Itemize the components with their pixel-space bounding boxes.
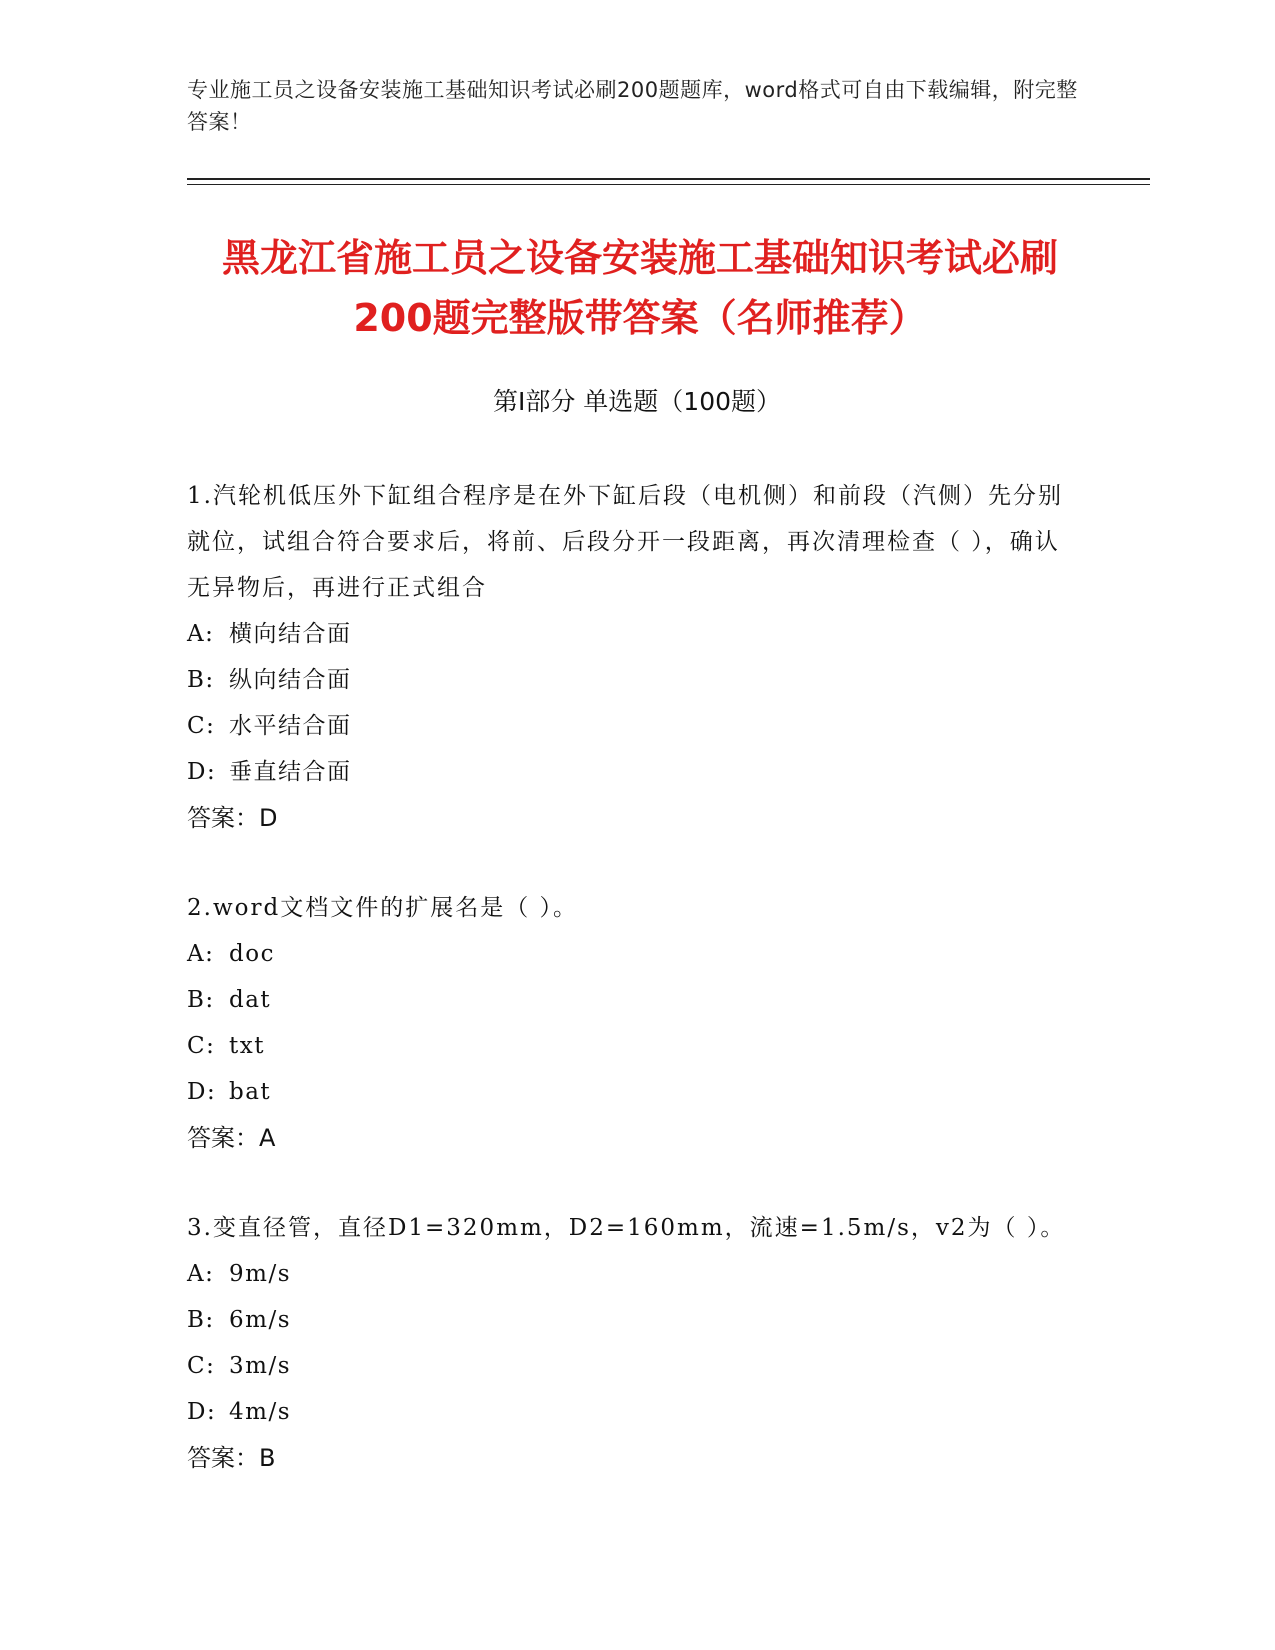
option-c	[187, 1343, 1067, 1389]
option-letter: D:	[187, 1399, 217, 1425]
option-letter: A:	[187, 941, 215, 967]
option-b	[187, 1297, 1067, 1343]
option-text: doc	[229, 941, 275, 967]
option-letter: C:	[187, 713, 216, 739]
option-text: txt	[229, 1033, 265, 1059]
option-a	[187, 1251, 1067, 1297]
answer: 答案：D	[187, 804, 278, 832]
option-letter: D:	[187, 759, 217, 785]
question-1	[187, 473, 1067, 841]
option-letter: C:	[187, 1353, 216, 1379]
option-text: 水平结合面	[229, 713, 352, 739]
option-d	[187, 1069, 1067, 1115]
option-letter: A:	[187, 621, 215, 647]
section-title: 第I部分 单选题（100题）	[492, 387, 782, 416]
option-letter: C:	[187, 1033, 216, 1059]
option-d	[187, 1389, 1067, 1435]
header-rule-thick	[187, 178, 1150, 180]
document-title: 黑龙江省施工员之设备安装施工基础知识考试必刷200题完整版带答案（名师推荐）	[221, 236, 1058, 340]
option-d	[187, 749, 1067, 795]
option-a	[187, 931, 1067, 977]
option-letter: B:	[187, 667, 215, 693]
question-2	[187, 885, 1067, 1161]
option-b	[187, 657, 1067, 703]
question-stem: 1.汽轮机低压外下缸组合程序是在外下缸后段（电机侧）和前段（汽侧）先分别就位，试组合符合要求后，将前、后段分开一段距离，再次清理检查（ ），确认无异物后，再进行正式组合	[187, 483, 1063, 601]
option-c	[187, 703, 1067, 749]
answer: 答案：A	[187, 1124, 276, 1152]
option-text: 9m/s	[229, 1261, 291, 1287]
question-list	[187, 473, 1067, 1525]
question-stem: 3.变直径管，直径D1=320mm，D2=160mm，流速=1.5m/s，v2为（ ）。	[187, 1215, 1066, 1241]
option-a	[187, 611, 1067, 657]
header-rule-thin	[187, 184, 1150, 185]
question-stem: 2.word文档文件的扩展名是（ ）。	[187, 895, 579, 921]
question-3	[187, 1205, 1067, 1481]
option-text: 横向结合面	[229, 621, 352, 647]
option-text: 6m/s	[229, 1307, 291, 1333]
option-letter: B:	[187, 1307, 215, 1333]
option-text: bat	[229, 1079, 272, 1105]
option-b	[187, 977, 1067, 1023]
option-text: 3m/s	[229, 1353, 291, 1379]
page-header: 专业施工员之设备安装施工基础知识考试必刷200题题库，word格式可自由下载编辑，附完整答案！	[187, 78, 1078, 134]
option-text: 垂直结合面	[229, 759, 352, 785]
option-c	[187, 1023, 1067, 1069]
option-text: 4m/s	[229, 1399, 291, 1425]
answer: 答案：B	[187, 1444, 276, 1472]
option-letter: A:	[187, 1261, 215, 1287]
option-letter: D:	[187, 1079, 217, 1105]
option-text: 纵向结合面	[229, 667, 352, 693]
option-letter: B:	[187, 987, 215, 1013]
option-text: dat	[229, 987, 272, 1013]
